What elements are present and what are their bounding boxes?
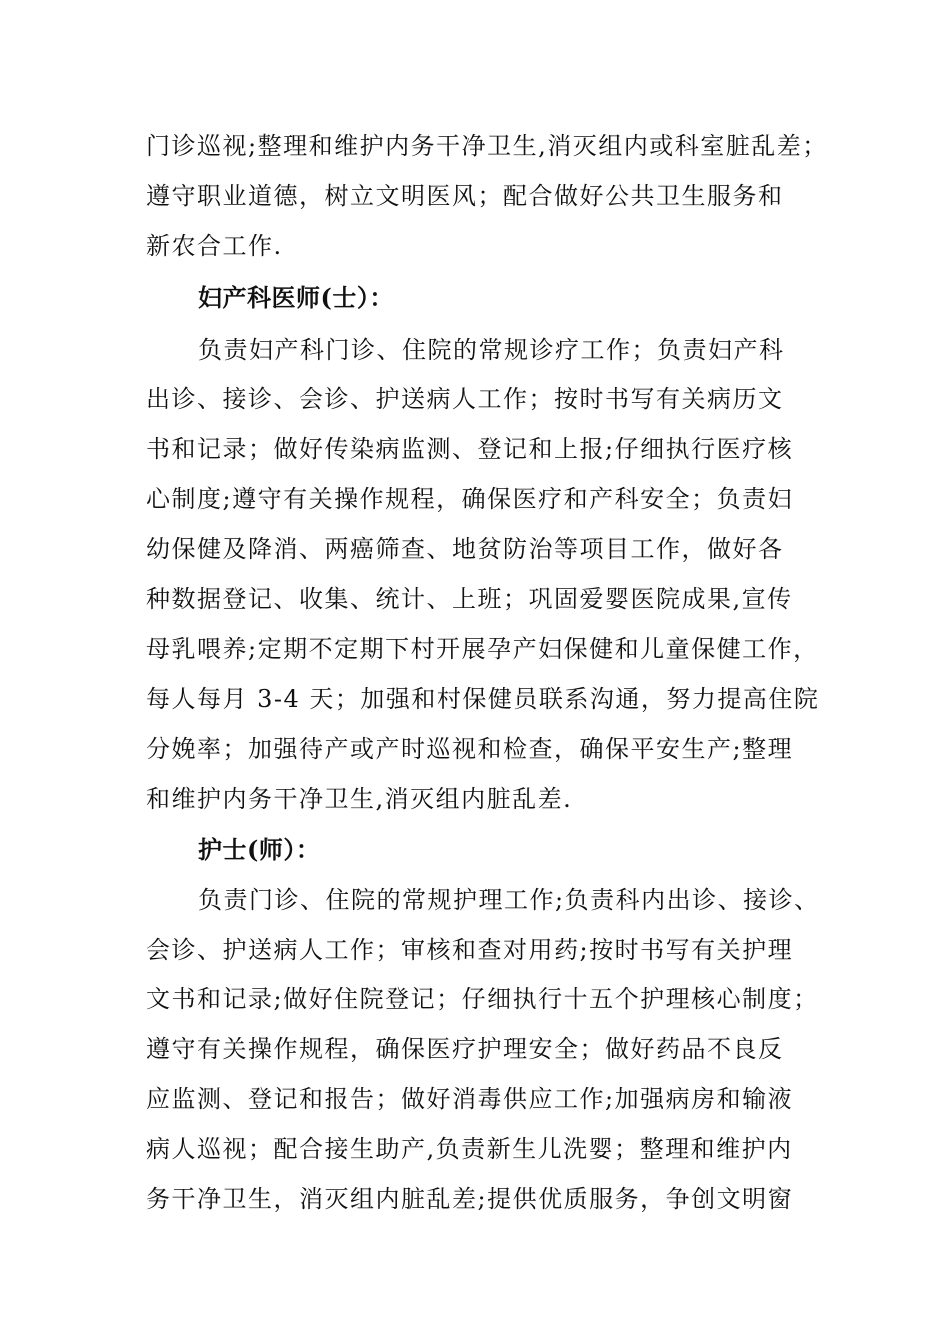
body-text-line: 新农合工作. [146,232,283,260]
body-text-line: 门诊巡视;整理和维护内务干净卫生,消灭组内或科室脏乱差； [146,132,828,160]
section-heading-nurse: 护士(师）： [198,835,321,864]
body-text-line: 心制度;遵守有关操作规程，确保医疗和产科安全；负责妇 [146,485,794,513]
body-text-line: 负责妇产科门诊、住院的常规诊疗工作；负责妇产科 [198,336,785,364]
body-text-line: 幼保健及降消、两癌筛查、地贫防治等项目工作，做好各 [146,535,784,563]
section-heading-obstetrics: 妇产科医师(士）： [198,283,394,312]
body-text-line: 文书和记录;做好住院登记；仔细执行十五个护理核心制度； [146,985,819,1013]
body-text-line: 和维护内务干净卫生,消灭组内脏乱差. [146,785,573,813]
body-text-line: 母乳喂养;定期不定期下村开展孕产妇保健和儿童保健工作， [146,635,819,663]
body-text-line: 病人巡视；配合接生助产,负责新生儿洗婴；整理和维护内 [146,1135,793,1163]
body-text-line: 遵守有关操作规程，确保医疗护理安全；做好药品不良反 [146,1035,784,1063]
body-text-line: 负责门诊、住院的常规护理工作;负责科内出诊、接诊、 [198,886,820,914]
body-text-line: 分娩率；加强待产或产时巡视和检查，确保平安生产;整理 [146,735,794,763]
body-text-line: 出诊、接诊、会诊、护送病人工作；按时书写有关病历文 [146,385,784,413]
body-text-line: 应监测、登记和报告；做好消毒供应工作;加强病房和输液 [146,1085,794,1113]
body-text-line: 书和记录；做好传染病监测、登记和上报;仔细执行医疗核 [146,435,794,463]
body-text-line: 会诊、护送病人工作；审核和查对用药;按时书写有关护理 [146,936,794,964]
body-text-line: 务干净卫生，消灭组内脏乱差;提供优质服务，争创文明窗 [146,1185,794,1213]
body-text-line: 每人每月 3-4 天；加强和村保健员联系沟通，努力提高住院 [146,685,820,713]
body-text-line: 种数据登记、收集、统计、上班；巩固爱婴医院成果,宣传 [146,585,793,613]
body-text-line: 遵守职业道德，树立文明医风；配合做好公共卫生服务和 [146,182,784,210]
